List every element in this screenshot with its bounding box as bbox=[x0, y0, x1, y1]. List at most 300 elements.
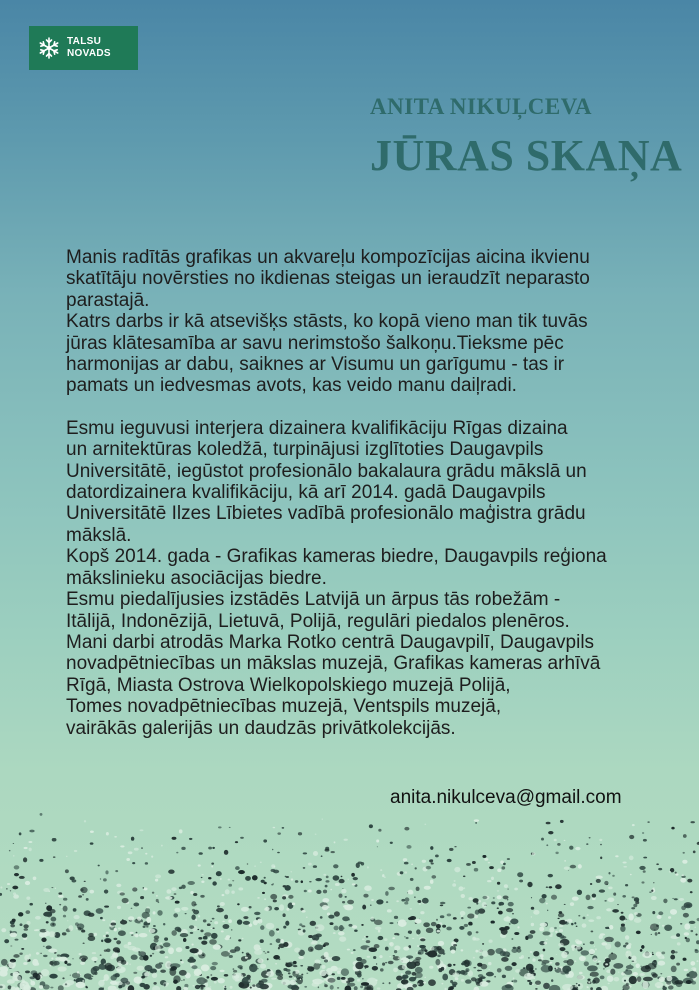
speckle bbox=[49, 974, 57, 979]
speckle bbox=[478, 977, 482, 982]
speckle bbox=[254, 865, 256, 866]
speckle bbox=[81, 958, 86, 962]
speckle bbox=[489, 866, 494, 869]
speckle bbox=[604, 937, 614, 942]
speckle bbox=[327, 912, 330, 915]
speckle bbox=[531, 923, 534, 926]
speckle bbox=[426, 928, 434, 933]
speckle bbox=[375, 927, 382, 930]
speckle bbox=[357, 973, 362, 978]
speckle bbox=[10, 959, 16, 963]
speckle bbox=[611, 952, 613, 954]
speckle bbox=[455, 977, 459, 980]
speckle bbox=[46, 921, 49, 923]
speckle bbox=[229, 827, 231, 828]
speckle bbox=[675, 951, 678, 953]
speckle bbox=[201, 874, 204, 875]
speckle bbox=[575, 847, 580, 850]
speckle bbox=[235, 979, 240, 982]
speckle bbox=[542, 894, 547, 898]
speckle bbox=[138, 951, 146, 957]
speckle bbox=[593, 894, 596, 896]
speckle bbox=[641, 881, 644, 883]
speckle bbox=[192, 909, 195, 912]
speckle bbox=[411, 864, 413, 865]
speckle bbox=[393, 968, 398, 973]
speckle bbox=[118, 985, 122, 988]
speckle bbox=[512, 913, 514, 914]
speckle bbox=[351, 873, 355, 877]
speckle bbox=[24, 847, 28, 849]
speckle bbox=[167, 983, 169, 984]
speckle bbox=[488, 962, 492, 965]
speckled-texture bbox=[0, 810, 699, 990]
speckle bbox=[403, 946, 409, 950]
speckle bbox=[277, 975, 283, 980]
speckle bbox=[237, 919, 242, 924]
speckle bbox=[405, 897, 410, 901]
speckle bbox=[380, 869, 382, 871]
speckle bbox=[191, 965, 197, 969]
speckle bbox=[212, 918, 215, 920]
speckle bbox=[572, 948, 575, 951]
speckle bbox=[153, 925, 156, 927]
speckle bbox=[110, 922, 116, 925]
speckle bbox=[329, 922, 333, 925]
speckle bbox=[504, 926, 509, 930]
speckle bbox=[195, 919, 197, 921]
speckle bbox=[600, 856, 602, 859]
speckle bbox=[43, 955, 48, 957]
speckle bbox=[389, 982, 391, 984]
speckle bbox=[132, 862, 135, 864]
speckle bbox=[189, 925, 194, 929]
speckle bbox=[347, 949, 350, 951]
speckle bbox=[196, 977, 206, 984]
speckle bbox=[389, 956, 391, 957]
speckle bbox=[129, 932, 133, 934]
speckle bbox=[400, 871, 404, 874]
speckle bbox=[625, 884, 628, 886]
speckle bbox=[181, 847, 185, 850]
speckle bbox=[504, 884, 508, 888]
speckle bbox=[25, 910, 30, 914]
speckle bbox=[301, 974, 303, 976]
speckle bbox=[191, 901, 196, 906]
speckle bbox=[643, 839, 647, 842]
speckle bbox=[499, 902, 505, 906]
speckle bbox=[314, 938, 316, 939]
speckle bbox=[19, 832, 22, 835]
speckle bbox=[596, 876, 603, 879]
speckle bbox=[511, 962, 516, 966]
speckle bbox=[643, 977, 653, 982]
speckle bbox=[609, 925, 613, 930]
speckle bbox=[10, 933, 18, 938]
speckle bbox=[682, 860, 687, 864]
speckle bbox=[600, 844, 601, 846]
speckle bbox=[388, 887, 395, 891]
speckle bbox=[533, 910, 539, 915]
speckle bbox=[574, 960, 576, 962]
speckle bbox=[30, 981, 35, 986]
speckle bbox=[367, 956, 371, 958]
speckle bbox=[513, 980, 517, 983]
speckle bbox=[430, 947, 435, 951]
speckle bbox=[230, 986, 233, 989]
speckle bbox=[474, 819, 479, 822]
speckle bbox=[333, 932, 336, 934]
speckle bbox=[507, 899, 509, 900]
speckle bbox=[591, 930, 594, 932]
speckle bbox=[72, 973, 80, 979]
speckle bbox=[695, 934, 697, 936]
speckle bbox=[249, 906, 252, 908]
speckle bbox=[104, 949, 107, 952]
speckle bbox=[389, 922, 393, 924]
speckle bbox=[24, 955, 29, 961]
speckle bbox=[583, 943, 585, 944]
speckle bbox=[101, 940, 103, 942]
speckle bbox=[120, 845, 124, 847]
speckle bbox=[564, 904, 566, 905]
speckle bbox=[333, 864, 338, 868]
speckle bbox=[76, 982, 86, 988]
speckle bbox=[84, 973, 92, 978]
speckle bbox=[277, 832, 281, 834]
speckle bbox=[312, 982, 320, 987]
speckle bbox=[461, 949, 464, 951]
speckle bbox=[371, 917, 374, 921]
speckle bbox=[254, 912, 260, 915]
speckle bbox=[92, 952, 96, 954]
speckle bbox=[225, 889, 230, 894]
speckle bbox=[139, 933, 148, 937]
paragraph-spacer bbox=[66, 397, 686, 418]
speckle bbox=[554, 839, 557, 842]
speckle bbox=[192, 944, 194, 946]
speckle bbox=[198, 937, 202, 940]
speckle bbox=[608, 886, 612, 889]
speckle bbox=[578, 984, 580, 986]
speckle bbox=[193, 893, 197, 896]
speckle bbox=[180, 960, 182, 961]
speckle bbox=[22, 984, 24, 986]
speckle bbox=[452, 972, 459, 977]
speckle bbox=[243, 921, 250, 925]
speckle bbox=[626, 983, 629, 986]
speckle bbox=[339, 879, 345, 883]
speckle bbox=[601, 942, 607, 946]
speckle bbox=[122, 898, 129, 903]
speckle bbox=[683, 913, 689, 918]
speckle bbox=[410, 908, 413, 910]
speckle bbox=[313, 865, 317, 868]
speckle bbox=[599, 839, 602, 841]
speckle bbox=[430, 846, 433, 850]
speckle bbox=[632, 972, 638, 976]
speckle bbox=[424, 824, 426, 825]
speckle bbox=[58, 892, 62, 894]
speckle bbox=[235, 866, 240, 870]
speckle bbox=[93, 966, 100, 971]
speckle bbox=[663, 899, 667, 904]
speckle bbox=[154, 938, 159, 942]
speckle bbox=[220, 902, 225, 906]
speckle bbox=[659, 922, 660, 923]
speckle bbox=[416, 929, 421, 934]
body-text bbox=[66, 247, 686, 739]
speckle bbox=[339, 936, 346, 942]
speckle bbox=[233, 968, 235, 970]
speckle bbox=[105, 870, 108, 874]
speckle bbox=[487, 949, 495, 956]
speckle bbox=[276, 970, 281, 973]
speckle bbox=[680, 923, 682, 925]
speckle bbox=[526, 964, 534, 971]
speckle bbox=[216, 871, 222, 876]
speckle bbox=[476, 931, 479, 933]
speckle bbox=[62, 932, 67, 935]
speckle bbox=[448, 964, 452, 967]
speckle bbox=[352, 883, 356, 885]
speckle bbox=[482, 951, 488, 957]
speckle bbox=[651, 896, 657, 900]
speckle bbox=[270, 943, 273, 945]
speckle bbox=[344, 904, 353, 910]
speckle bbox=[330, 985, 334, 990]
speckle bbox=[668, 916, 671, 919]
speckle bbox=[423, 982, 426, 984]
speckle bbox=[634, 918, 642, 923]
speckle bbox=[379, 955, 382, 958]
speckle bbox=[155, 879, 158, 882]
speckle bbox=[650, 923, 659, 931]
speckle bbox=[588, 919, 594, 922]
speckle bbox=[321, 965, 325, 969]
speckle bbox=[528, 957, 530, 958]
speckle bbox=[412, 984, 417, 988]
speckle bbox=[200, 895, 204, 898]
speckle bbox=[422, 898, 429, 904]
speckle bbox=[408, 890, 414, 895]
speckle bbox=[171, 966, 177, 970]
speckle bbox=[173, 980, 178, 984]
speckle bbox=[635, 960, 636, 961]
speckle bbox=[309, 881, 312, 882]
speckle bbox=[198, 915, 200, 918]
speckle bbox=[546, 844, 548, 846]
speckle bbox=[505, 966, 513, 971]
speckle bbox=[266, 923, 275, 930]
speckle bbox=[272, 849, 273, 851]
speckle bbox=[308, 966, 310, 967]
speckle bbox=[384, 938, 388, 941]
speckle bbox=[324, 942, 329, 945]
speckle bbox=[283, 968, 287, 971]
speckle bbox=[550, 957, 554, 960]
speckle bbox=[25, 881, 30, 885]
speckle bbox=[578, 915, 580, 917]
speckle bbox=[113, 938, 117, 940]
speckle bbox=[121, 960, 127, 965]
speckle bbox=[404, 871, 407, 873]
speckle bbox=[303, 867, 306, 869]
speckle bbox=[565, 972, 569, 975]
speckle bbox=[632, 896, 635, 898]
speckle bbox=[549, 962, 552, 964]
speckle bbox=[190, 891, 193, 894]
speckle bbox=[282, 913, 285, 917]
speckle bbox=[13, 843, 14, 844]
speckle bbox=[15, 939, 19, 941]
speckle bbox=[558, 913, 564, 917]
speckle bbox=[84, 820, 86, 822]
speckle bbox=[357, 979, 361, 982]
speckle bbox=[233, 970, 237, 973]
speckle bbox=[546, 903, 548, 905]
speckle bbox=[595, 948, 597, 950]
speckle bbox=[348, 924, 352, 927]
speckle bbox=[681, 876, 685, 878]
speckle bbox=[222, 894, 225, 896]
speckle bbox=[605, 958, 611, 963]
speckle bbox=[574, 922, 576, 924]
speckle bbox=[643, 857, 647, 859]
speckle bbox=[334, 841, 336, 843]
speckle bbox=[304, 890, 307, 893]
paragraph-intro: Manis radītās grafikas un akvareļu kompozīcijas aicina ikvienu skatītāju novērsties no ikdienas steigas un ieraudzīt neparasto parastajā. Katrs darbs ir kā atsevišķs stāsts, ko kopā vieno man tik tuvās jūras klātesamība ar savu nerimstošo šalkoņu.Tieksme pēc harmonijas ar dabu, saiknes ar Visumu un garīgumu - tas ir pamats un iedvesmas avots, kas veido manu daiļradi. bbox=[66, 247, 590, 397]
speckle bbox=[635, 963, 639, 968]
speckle bbox=[431, 875, 436, 879]
speckle bbox=[401, 899, 405, 902]
speckle bbox=[208, 847, 212, 850]
speckle bbox=[140, 829, 144, 831]
speckle bbox=[57, 954, 60, 956]
speckle bbox=[50, 987, 53, 989]
speckle bbox=[468, 922, 472, 926]
speckle bbox=[642, 832, 644, 833]
speckle bbox=[28, 841, 32, 843]
speckle bbox=[155, 963, 162, 969]
speckle bbox=[152, 892, 154, 894]
speckle bbox=[74, 979, 76, 981]
speckle bbox=[466, 863, 471, 866]
speckle bbox=[549, 927, 554, 933]
speckle bbox=[408, 931, 412, 934]
speckle bbox=[1, 959, 8, 966]
speckle bbox=[497, 907, 499, 909]
speckle bbox=[67, 963, 72, 966]
speckle bbox=[460, 911, 466, 916]
speckle bbox=[613, 892, 616, 895]
speckle bbox=[419, 945, 425, 948]
speckle bbox=[84, 881, 86, 882]
speckle bbox=[165, 896, 172, 899]
speckle bbox=[308, 863, 312, 866]
speckle bbox=[482, 902, 487, 908]
speckle bbox=[629, 976, 637, 984]
speckle bbox=[415, 967, 423, 974]
speckle bbox=[412, 972, 417, 976]
speckle bbox=[261, 880, 265, 883]
speckle bbox=[73, 908, 77, 912]
speckle bbox=[497, 882, 500, 885]
speckle bbox=[293, 971, 296, 973]
speckle bbox=[390, 842, 393, 844]
speckle bbox=[104, 963, 106, 964]
speckle bbox=[473, 957, 475, 959]
speckle bbox=[88, 936, 96, 941]
speckle bbox=[221, 930, 224, 932]
speckle bbox=[180, 933, 188, 937]
speckle bbox=[385, 891, 388, 896]
speckle bbox=[532, 852, 536, 855]
speckle bbox=[174, 893, 177, 895]
speckle bbox=[212, 847, 215, 849]
speckle bbox=[513, 947, 516, 949]
speckle bbox=[334, 911, 340, 916]
speckle bbox=[691, 981, 696, 985]
speckle bbox=[79, 953, 82, 955]
speckle bbox=[149, 929, 156, 933]
speckle bbox=[394, 950, 397, 953]
speckle bbox=[129, 963, 131, 965]
speckle bbox=[598, 961, 601, 963]
speckle bbox=[281, 979, 290, 985]
speckle bbox=[577, 949, 580, 951]
speckle bbox=[314, 944, 323, 950]
speckle bbox=[24, 928, 28, 931]
speckle bbox=[568, 870, 569, 871]
speckle bbox=[417, 983, 419, 985]
speckle bbox=[431, 862, 434, 864]
speckle bbox=[527, 973, 530, 977]
speckle bbox=[14, 873, 19, 876]
speckle bbox=[210, 928, 212, 929]
speckle bbox=[660, 973, 662, 974]
speckle bbox=[680, 878, 686, 883]
speckle bbox=[20, 923, 23, 926]
speckle bbox=[187, 881, 195, 885]
contact-email[interactable]: anita.nikulceva@gmail.com bbox=[390, 787, 622, 808]
speckle bbox=[353, 949, 356, 951]
speckle bbox=[694, 927, 696, 928]
speckle bbox=[589, 837, 591, 838]
speckle bbox=[539, 898, 545, 903]
speckle bbox=[577, 890, 582, 895]
speckle bbox=[417, 980, 424, 987]
speckle bbox=[564, 867, 570, 870]
speckle bbox=[34, 929, 37, 931]
speckle bbox=[473, 967, 476, 969]
speckle bbox=[137, 966, 145, 971]
speckle bbox=[459, 926, 464, 930]
speckle bbox=[600, 975, 605, 979]
speckle bbox=[65, 983, 67, 985]
speckle bbox=[283, 942, 288, 947]
speckle bbox=[416, 887, 420, 891]
speckle bbox=[509, 923, 511, 925]
speckle bbox=[134, 848, 139, 851]
speckle bbox=[254, 950, 262, 955]
speckle bbox=[452, 883, 456, 887]
speckle bbox=[510, 919, 518, 925]
speckle bbox=[463, 875, 466, 877]
speckle bbox=[613, 963, 623, 969]
speckle bbox=[632, 824, 635, 826]
speckle bbox=[67, 920, 68, 921]
